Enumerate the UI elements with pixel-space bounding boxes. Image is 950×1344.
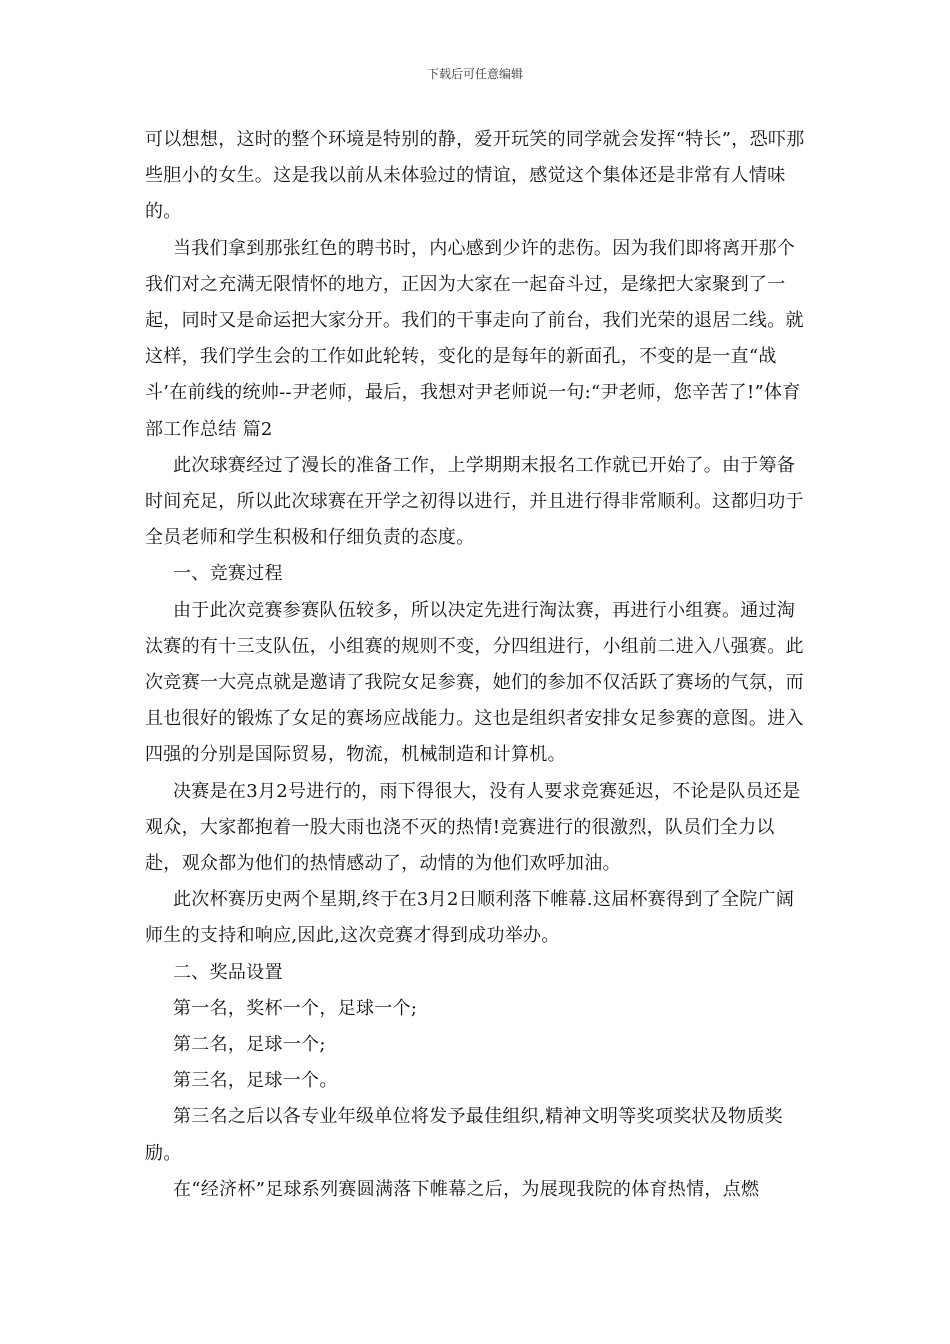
paragraph-3: 此次球赛经过了漫长的准备工作，上学期期末报名工作就已开始了。由于筹备时间充足，所以此次球赛在开学之初得以进行，并且进行得非常顺利。这都归功于全员老师和学生积极和仔细负责的态度。: [145, 454, 804, 549]
paragraph-2: 当我们拿到那张红色的聘书时，内心感到少许的悲伤。因为我们即将离开那个我们对之充满无限情怀的地方，正因为大家在一起奋斗过，是缘把大家聚到了一起，同时又是命运把大家分开。我们的干事走向了前台，我们光荣的退居二线。就这样，我们学生会的工作如此轮转，变化的是每年的新面孔，不变的是一直“战斗’在前线的统帅--尹老师，最后，我想对尹老师说一句:“尹老师，您辛苦了!”体育部工作总结 篇2: [145, 237, 804, 440]
paragraph-5: 由于此次竞赛参赛队伍较多，所以决定先进行淘汰赛，再进行小组赛。通过淘汰赛的有十三支队伍，小组赛的规则不变，分四组进行，小组前二进入八强赛。此次竞赛一大亮点就是邀请了我院女足参赛，她们的参加不仅活跃了赛场的气氛，而且也很好的锻炼了女足的赛场应战能力。这也是组织者安排女足参赛的意图。进入四强的分别是国际贸易，物流，机械制造和计算机。: [145, 599, 804, 766]
paragraph-12: 第三名之后以各专业年级单位将发予最佳组织,精神文明等奖项奖状及物质奖励。: [145, 1106, 783, 1164]
prize-second: 第二名，足球一个;: [173, 1034, 326, 1056]
document-body: [145, 122, 805, 1208]
page-header: 下载后可任意编辑: [426, 67, 523, 81]
paragraph-7: 此次杯赛历史两个星期,终于在3月2日顺利落下帷幕.这届杯赛得到了全院广阔师生的支持和响应,因此,这次竞赛才得到成功举办。: [145, 889, 795, 947]
prize-third: 第三名，足球一个。: [173, 1070, 338, 1092]
paragraph-13: 在“经济杯”足球系列赛圆满落下帷幕之后，为展现我院的体育热情，点燃: [173, 1178, 760, 1200]
prize-first: 第一名，奖杯一个，足球一个;: [173, 997, 418, 1019]
paragraph-1: 可以想想，这时的整个环境是特别的静，爱开玩笑的同学就会发挥“特长”，恐吓那些胆小的女生。这是我以前从未体验过的情谊，感觉这个集体还是非常有人情味的。: [145, 129, 805, 223]
paragraph-6: 决赛是在3月2号进行的，雨下得很大，没有人要求竞赛延迟，不论是队员还是观众，大家都抱着一股大雨也浇不灭的热情!竞赛进行的很激烈，队员们全力以赴，观众都为他们的热情感动了，动情的为他们欢呼加油。: [145, 780, 801, 875]
section-heading-prize-setting: 二、奖品设置: [173, 961, 283, 983]
section-heading-competition-process: 一、竞赛过程: [173, 563, 283, 585]
